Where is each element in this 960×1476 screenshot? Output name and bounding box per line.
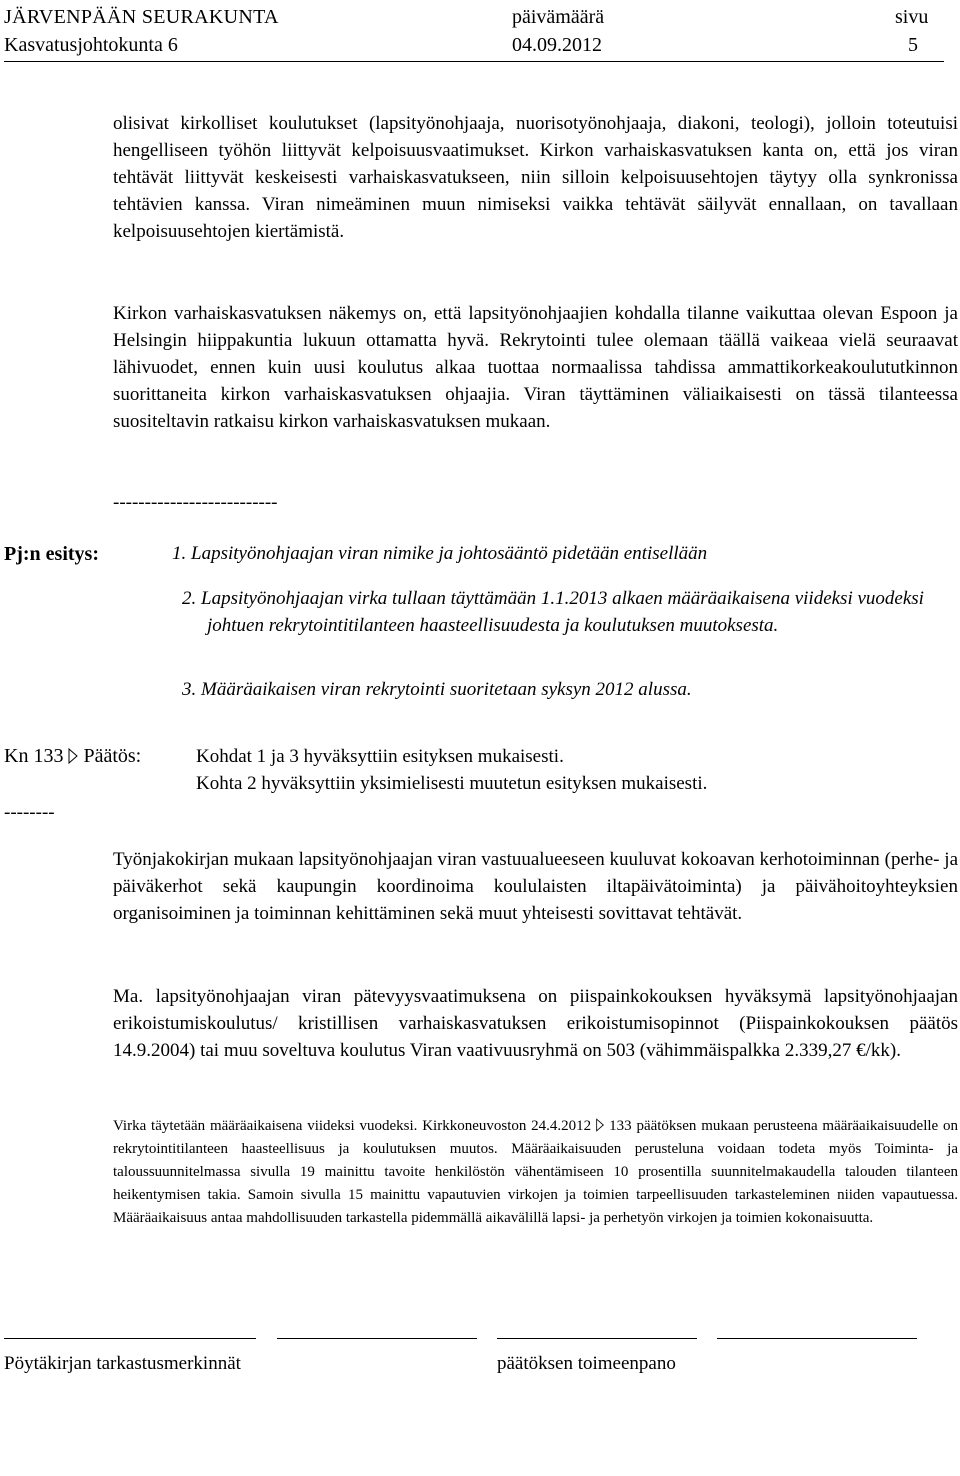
section-sign-icon [67,748,79,764]
page-label: sivu [895,6,929,28]
decision-line-1: Kohdat 1 ja 3 hyväksyttiin esityksen mukaisesti. [196,746,564,767]
proposal-item-1: 1. Lapsityönohjaajan viran nimike ja johtosääntö pidetään entisellään [172,543,708,564]
decision-line-2: Kohta 2 hyväksyttiin yksimielisesti muutetun esityksen mukaisesti. [196,773,708,794]
footer-rule-4 [717,1338,917,1339]
case-number: Kn 133 [4,745,64,767]
meeting-date: 04.09.2012 [512,34,602,56]
footer-rule-2 [277,1338,477,1339]
paragraph-1: olisivat kirkolliset koulutukset (lapsityönohjaaja, nuorisotyönohjaaja, diakoni, teologi), jolloin toteutuisi hengelliseen työhön liittyvät kelpoisuusvaatimukset. Kirkon varhaiskasvatuksen kanta on, että jos viran tehtävät liittyvät keskeisesti varhaiskasvatukseen, niin silloin kelpoisuusehtojen täytyy olla synkronissa tehtävien kanssa. Viran nimeäminen muun nimiseksi vaikka tehtävät säilyvät ennallaan, on tavallaan kelpoisuusehtojen kiertämistä. [113,113,958,242]
small-print [113,1115,958,1230]
header-rule [4,61,944,62]
footer-execution-label: päätöksen toimeenpano [497,1353,676,1374]
footer-review-label: Pöytäkirjan tarkastusmerkinnät [4,1353,241,1374]
proposal-label: Pj:n esitys: [4,543,99,565]
separator-dashes: -------------------------- [113,492,278,513]
decision-dashes: -------- [4,802,55,823]
proposal-item-3: 3. Määräaikaisen viran rekrytointi suoritetaan syksyn 2012 alussa. [182,679,692,700]
committee-name: Kasvatusjohtokunta 6 [4,34,178,56]
proposal-item-2: 2. Lapsityönohjaajan virka tullaan täyttämään 1.1.2013 alkaen määräaikaisena viideksi vuodeksi johtuen rekrytointitilanteen haasteellisuudesta ja koulutuksen muutoksesta. [182,588,924,636]
date-label: päivämäärä [512,6,605,28]
decision-label: Päätös: [83,745,142,767]
section-sign-icon [595,1118,605,1132]
footer-rule-3 [497,1338,697,1339]
decision-heading [4,744,141,768]
small-print-part-2: 133 päätöksen mukaan perusteena määräaikaisuudelle on rekrytointitilanteen haasteellisuus ja koulutuksen muutos. Määräaikaisuuden perusteluna voidaan todeta myös Toiminta- ja taloussuunnitelmassa sivulla 19 mainittu tavoite henkilöstön vähentämiseen 10 prosentilla suunnitelmakaudella talouden tilanteen heikentymisen takia. Samoin sivulla 15 mainittu vapautuvien virkojen ja toimien tarpeellisuuden tarkasteleminen niiden vapautuessa. Määräaikaisuus antaa mahdollisuuden tarkastella pidemmällä aikavälillä lapsi- ja perhetyön virkojen ja toimien kokonaisuutta. [113,1118,958,1226]
footer-rule-1 [4,1338,256,1339]
paragraph-2: Kirkon varhaiskasvatuksen näkemys on, että lapsityönohjaajien kohdalla tilanne vaikuttaa olevan Espoon ja Helsingin hiippakuntia lukuun ottamatta hyvä. Rekrytointi tulee olemaan täällä vaikeaa vielä seuraavat lähivuodet, ennen kuin uusi koulutus alkaa tuottaa normaalissa tahdissa ammattikorkeakoulututkinnon suorittaneita kirkon varhaiskasvatuksen ohjaajia. Viran täyttäminen väliaikaisesti on tässä tilanteessa suositeltavin ratkaisu kirkon varhaiskasvatuksen mukaan. [113,303,958,432]
org-name: JÄRVENPÄÄN SEURAKUNTA [4,6,279,28]
paragraph-3: Työnjakokirjan mukaan lapsityönohjaajan viran vastuualueeseen kuuluvat kokoavan kerhotoiminnan (perhe- ja päiväkerhot sekä kaupungin koordinoima koululaisten iltapäivätoiminta) ja päivähoitoyhteyksien organisoiminen ja toiminnan kehittäminen sekä muut yhteisesti sovittavat tehtävät. [113,849,958,924]
paragraph-4: Ma. lapsityönohjaajan viran pätevyysvaatimuksena on piispainkokouksen hyväksymä lapsityönohjaajan erikoistumiskoulutus/ kristillisen varhaiskasvatuksen erikoistumisopinnot (Piispainkokouksen päätös 14.9.2004) tai muu soveltuva koulutus Viran vaativuusryhmä on 503 (vähimmäispalkka 2.339,27 €/kk). [113,986,958,1061]
small-print-part-1: Virka täytetään määräaikaisena viideksi vuodeksi. Kirkkoneuvoston 24.4.2012 [113,1118,592,1134]
page-number: 5 [908,34,918,56]
